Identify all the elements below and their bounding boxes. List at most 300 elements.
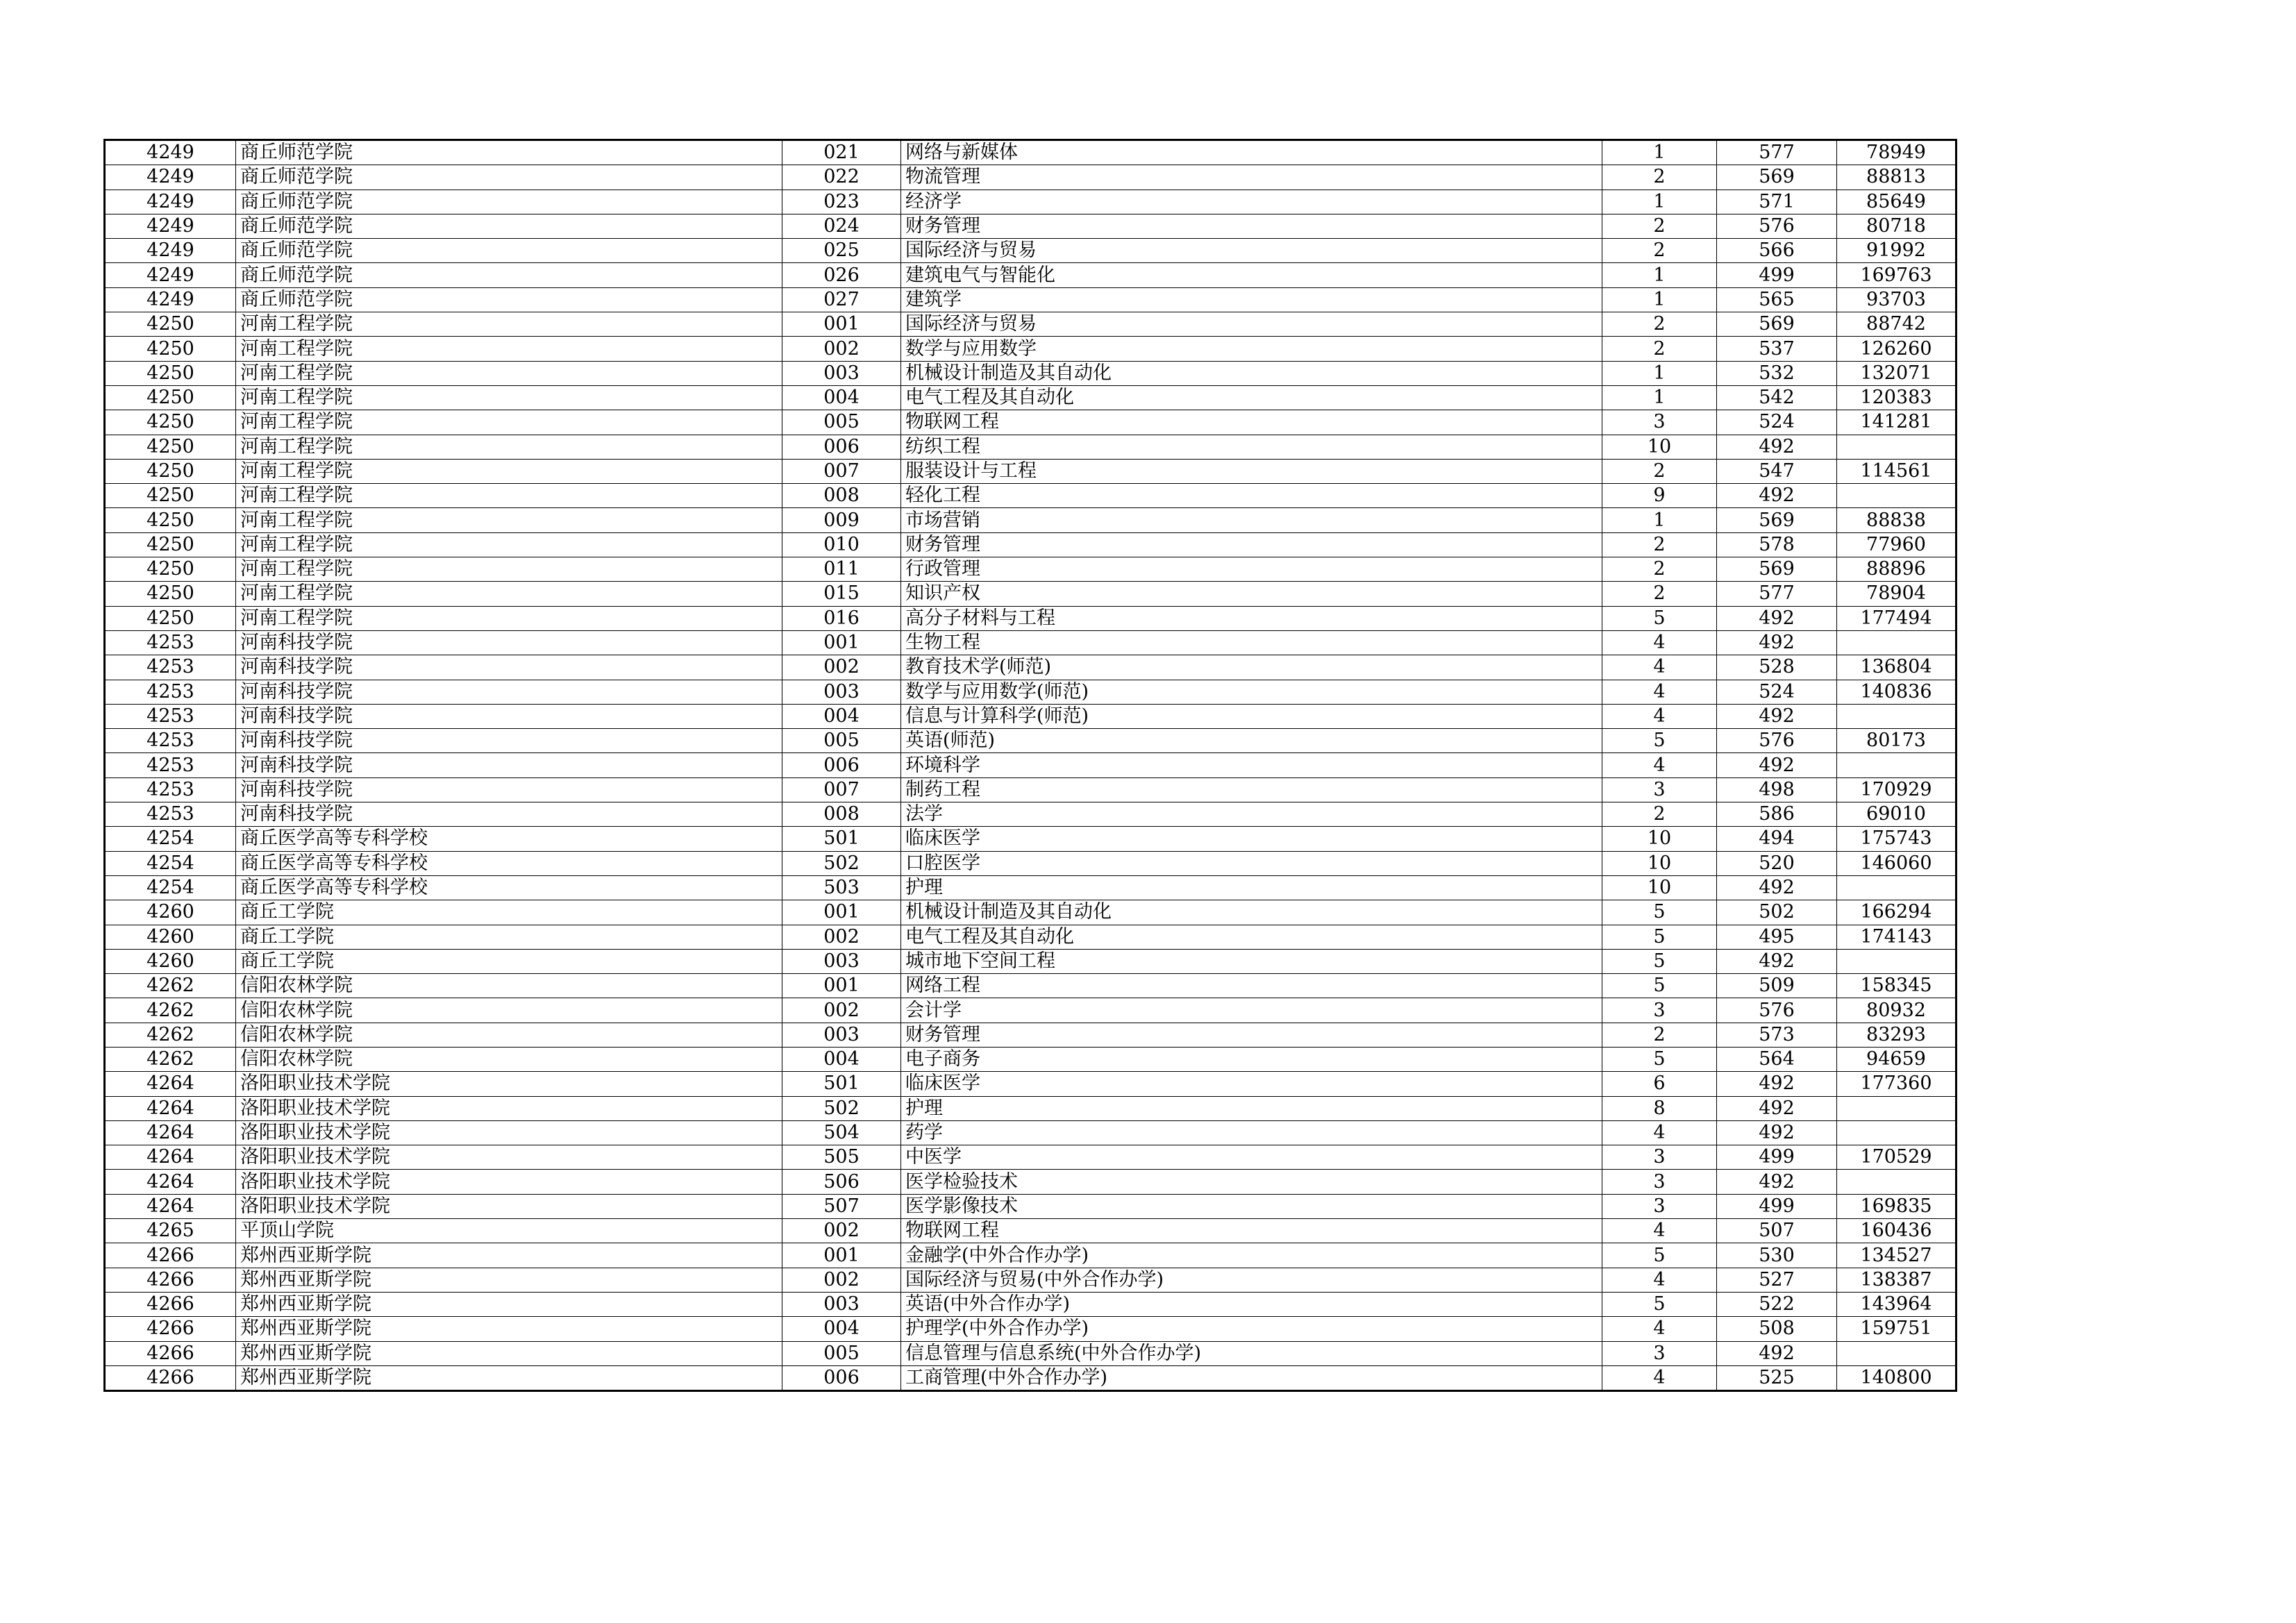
- school-name-cell: 河南工程学院: [236, 410, 782, 435]
- major-code-cell: 021: [782, 140, 901, 165]
- admission-table: [103, 139, 1957, 1392]
- rank-cell: [1837, 753, 1956, 777]
- major-name-cell: 中医学: [901, 1145, 1602, 1170]
- min-score-cell: 494: [1717, 827, 1837, 851]
- min-score-cell: 530: [1717, 1243, 1837, 1268]
- major-code-cell: 502: [782, 1096, 901, 1120]
- quota-cell: 8: [1602, 1096, 1717, 1120]
- rank-cell: [1837, 949, 1956, 973]
- major-code-cell: 022: [782, 165, 901, 190]
- major-name-cell: 医学影像技术: [901, 1194, 1602, 1218]
- quota-cell: 1: [1602, 140, 1717, 165]
- min-score-cell: 492: [1717, 875, 1837, 900]
- rank-cell: 80173: [1837, 729, 1956, 753]
- quota-cell: 10: [1602, 435, 1717, 459]
- major-code-cell: 002: [782, 337, 901, 361]
- major-name-cell: 会计学: [901, 998, 1602, 1023]
- school-name-cell: 信阳农林学院: [236, 1047, 782, 1071]
- school-name-cell: 河南科技学院: [236, 630, 782, 655]
- major-name-cell: 财务管理: [901, 1023, 1602, 1047]
- rank-cell: 170529: [1837, 1145, 1956, 1170]
- school-code-cell: 4264: [105, 1194, 236, 1218]
- min-score-cell: 532: [1717, 361, 1837, 385]
- quota-cell: 5: [1602, 974, 1717, 998]
- table-row: [105, 385, 1956, 410]
- school-name-cell: 河南工程学院: [236, 312, 782, 337]
- min-score-cell: 499: [1717, 1145, 1837, 1170]
- rank-cell: 83293: [1837, 1023, 1956, 1047]
- school-code-cell: 4254: [105, 851, 236, 875]
- major-code-cell: 016: [782, 606, 901, 630]
- table-row: [105, 630, 1956, 655]
- quota-cell: 4: [1602, 655, 1717, 680]
- school-name-cell: 商丘医学高等专科学校: [236, 851, 782, 875]
- min-score-cell: 576: [1717, 214, 1837, 238]
- table-row: [105, 802, 1956, 827]
- table-row: [105, 900, 1956, 925]
- table-row: [105, 875, 1956, 900]
- rank-cell: [1837, 1341, 1956, 1365]
- table-row: [105, 312, 1956, 337]
- rank-cell: 93703: [1837, 287, 1956, 312]
- school-code-cell: 4253: [105, 777, 236, 802]
- school-name-cell: 郑州西亚斯学院: [236, 1317, 782, 1341]
- table-row: [105, 410, 1956, 435]
- major-name-cell: 网络与新媒体: [901, 140, 1602, 165]
- major-name-cell: 服装设计与工程: [901, 459, 1602, 483]
- major-name-cell: 药学: [901, 1120, 1602, 1145]
- min-score-cell: 564: [1717, 1047, 1837, 1071]
- table-row: [105, 1219, 1956, 1243]
- quota-cell: 2: [1602, 165, 1717, 190]
- school-code-cell: 4265: [105, 1219, 236, 1243]
- quota-cell: 2: [1602, 802, 1717, 827]
- major-name-cell: 纺织工程: [901, 435, 1602, 459]
- school-name-cell: 河南工程学院: [236, 606, 782, 630]
- school-code-cell: 4262: [105, 1047, 236, 1071]
- quota-cell: 9: [1602, 484, 1717, 508]
- major-name-cell: 工商管理(中外合作办学): [901, 1365, 1602, 1390]
- school-name-cell: 信阳农林学院: [236, 1023, 782, 1047]
- quota-cell: 5: [1602, 949, 1717, 973]
- quota-cell: 5: [1602, 1047, 1717, 1071]
- major-name-cell: 网络工程: [901, 974, 1602, 998]
- major-code-cell: 009: [782, 508, 901, 532]
- rank-cell: 158345: [1837, 974, 1956, 998]
- table-row: [105, 1096, 1956, 1120]
- major-code-cell: 003: [782, 1292, 901, 1316]
- school-code-cell: 4254: [105, 827, 236, 851]
- min-score-cell: 522: [1717, 1292, 1837, 1316]
- major-name-cell: 财务管理: [901, 532, 1602, 557]
- rank-cell: 69010: [1837, 802, 1956, 827]
- quota-cell: 1: [1602, 263, 1717, 287]
- major-name-cell: 财务管理: [901, 214, 1602, 238]
- table-row: [105, 1047, 1956, 1071]
- rank-cell: 88742: [1837, 312, 1956, 337]
- table-row: [105, 263, 1956, 287]
- major-code-cell: 004: [782, 1317, 901, 1341]
- quota-cell: 5: [1602, 1292, 1717, 1316]
- major-code-cell: 003: [782, 949, 901, 973]
- major-name-cell: 临床医学: [901, 827, 1602, 851]
- rank-cell: 88813: [1837, 165, 1956, 190]
- school-code-cell: 4250: [105, 385, 236, 410]
- rank-cell: 174143: [1837, 925, 1956, 949]
- quota-cell: 2: [1602, 532, 1717, 557]
- table-row: [105, 753, 1956, 777]
- table-row: [105, 1023, 1956, 1047]
- quota-cell: 4: [1602, 1365, 1717, 1390]
- school-name-cell: 河南工程学院: [236, 361, 782, 385]
- quota-cell: 10: [1602, 827, 1717, 851]
- table-row: [105, 459, 1956, 483]
- min-score-cell: 547: [1717, 459, 1837, 483]
- school-code-cell: 4250: [105, 312, 236, 337]
- school-code-cell: 4250: [105, 435, 236, 459]
- quota-cell: 4: [1602, 704, 1717, 728]
- quota-cell: 5: [1602, 606, 1717, 630]
- school-name-cell: 洛阳职业技术学院: [236, 1120, 782, 1145]
- school-name-cell: 商丘师范学院: [236, 165, 782, 190]
- school-code-cell: 4266: [105, 1292, 236, 1316]
- rank-cell: [1837, 435, 1956, 459]
- rank-cell: 134527: [1837, 1243, 1956, 1268]
- rank-cell: 177360: [1837, 1072, 1956, 1096]
- major-code-cell: 006: [782, 1365, 901, 1390]
- school-name-cell: 郑州西亚斯学院: [236, 1341, 782, 1365]
- table-row: [105, 190, 1956, 214]
- school-code-cell: 4264: [105, 1170, 236, 1194]
- school-name-cell: 郑州西亚斯学院: [236, 1268, 782, 1292]
- rank-cell: 78949: [1837, 140, 1956, 165]
- table-row: [105, 1194, 1956, 1218]
- table-row: [105, 484, 1956, 508]
- rank-cell: 138387: [1837, 1268, 1956, 1292]
- school-name-cell: 郑州西亚斯学院: [236, 1243, 782, 1268]
- rank-cell: [1837, 630, 1956, 655]
- major-name-cell: 护理学(中外合作办学): [901, 1317, 1602, 1341]
- major-name-cell: 英语(师范): [901, 729, 1602, 753]
- major-code-cell: 004: [782, 704, 901, 728]
- school-code-cell: 4264: [105, 1096, 236, 1120]
- major-code-cell: 005: [782, 410, 901, 435]
- major-code-cell: 001: [782, 974, 901, 998]
- table-row: [105, 1292, 1956, 1316]
- major-code-cell: 506: [782, 1170, 901, 1194]
- school-code-cell: 4266: [105, 1268, 236, 1292]
- major-name-cell: 生物工程: [901, 630, 1602, 655]
- school-code-cell: 4249: [105, 140, 236, 165]
- school-name-cell: 河南工程学院: [236, 459, 782, 483]
- major-code-cell: 003: [782, 680, 901, 704]
- table-row: [105, 557, 1956, 582]
- min-score-cell: 569: [1717, 165, 1837, 190]
- school-name-cell: 洛阳职业技术学院: [236, 1072, 782, 1096]
- quota-cell: 3: [1602, 1194, 1717, 1218]
- major-code-cell: 504: [782, 1120, 901, 1145]
- min-score-cell: 492: [1717, 704, 1837, 728]
- school-code-cell: 4249: [105, 263, 236, 287]
- school-code-cell: 4253: [105, 630, 236, 655]
- school-code-cell: 4250: [105, 582, 236, 606]
- table-row: [105, 1243, 1956, 1268]
- quota-cell: 4: [1602, 1219, 1717, 1243]
- quota-cell: 5: [1602, 1243, 1717, 1268]
- major-code-cell: 001: [782, 1243, 901, 1268]
- school-code-cell: 4249: [105, 239, 236, 263]
- table-row: [105, 655, 1956, 680]
- quota-cell: 2: [1602, 239, 1717, 263]
- school-code-cell: 4253: [105, 729, 236, 753]
- major-code-cell: 005: [782, 729, 901, 753]
- school-name-cell: 河南工程学院: [236, 435, 782, 459]
- major-name-cell: 教育技术学(师范): [901, 655, 1602, 680]
- school-name-cell: 商丘师范学院: [236, 263, 782, 287]
- min-score-cell: 492: [1717, 484, 1837, 508]
- rank-cell: [1837, 484, 1956, 508]
- rank-cell: 140800: [1837, 1365, 1956, 1390]
- school-code-cell: 4249: [105, 214, 236, 238]
- min-score-cell: 492: [1717, 1096, 1837, 1120]
- school-name-cell: 河南科技学院: [236, 680, 782, 704]
- quota-cell: 6: [1602, 1072, 1717, 1096]
- major-code-cell: 001: [782, 900, 901, 925]
- major-code-cell: 503: [782, 875, 901, 900]
- major-name-cell: 行政管理: [901, 557, 1602, 582]
- major-code-cell: 003: [782, 1023, 901, 1047]
- school-name-cell: 河南工程学院: [236, 385, 782, 410]
- school-name-cell: 郑州西亚斯学院: [236, 1365, 782, 1390]
- rank-cell: 175743: [1837, 827, 1956, 851]
- min-score-cell: 499: [1717, 263, 1837, 287]
- school-name-cell: 洛阳职业技术学院: [236, 1170, 782, 1194]
- table-row: [105, 729, 1956, 753]
- quota-cell: 3: [1602, 410, 1717, 435]
- table-row: [105, 140, 1956, 165]
- table-row: [105, 1170, 1956, 1194]
- school-code-cell: 4253: [105, 704, 236, 728]
- school-name-cell: 河南科技学院: [236, 655, 782, 680]
- major-name-cell: 轻化工程: [901, 484, 1602, 508]
- min-score-cell: 569: [1717, 312, 1837, 337]
- major-name-cell: 建筑学: [901, 287, 1602, 312]
- rank-cell: 169763: [1837, 263, 1956, 287]
- table-row: [105, 1268, 1956, 1292]
- major-code-cell: 006: [782, 753, 901, 777]
- major-code-cell: 005: [782, 1341, 901, 1365]
- school-name-cell: 商丘师范学院: [236, 287, 782, 312]
- rank-cell: 136804: [1837, 655, 1956, 680]
- school-code-cell: 4253: [105, 680, 236, 704]
- major-code-cell: 001: [782, 630, 901, 655]
- school-code-cell: 4266: [105, 1243, 236, 1268]
- school-code-cell: 4253: [105, 802, 236, 827]
- school-code-cell: 4266: [105, 1317, 236, 1341]
- major-code-cell: 007: [782, 459, 901, 483]
- table-row: [105, 998, 1956, 1023]
- school-name-cell: 信阳农林学院: [236, 974, 782, 998]
- major-name-cell: 知识产权: [901, 582, 1602, 606]
- min-score-cell: 573: [1717, 1023, 1837, 1047]
- major-code-cell: 002: [782, 655, 901, 680]
- major-code-cell: 027: [782, 287, 901, 312]
- table-row: [105, 1072, 1956, 1096]
- school-code-cell: 4264: [105, 1145, 236, 1170]
- min-score-cell: 537: [1717, 337, 1837, 361]
- min-score-cell: 569: [1717, 557, 1837, 582]
- min-score-cell: 569: [1717, 508, 1837, 532]
- school-code-cell: 4260: [105, 925, 236, 949]
- table-row: [105, 214, 1956, 238]
- table-row: [105, 974, 1956, 998]
- major-name-cell: 信息与计算科学(师范): [901, 704, 1602, 728]
- major-name-cell: 临床医学: [901, 1072, 1602, 1096]
- major-code-cell: 015: [782, 582, 901, 606]
- school-code-cell: 4262: [105, 998, 236, 1023]
- rank-cell: 78904: [1837, 582, 1956, 606]
- school-code-cell: 4262: [105, 1023, 236, 1047]
- major-code-cell: 023: [782, 190, 901, 214]
- table-row: [105, 606, 1956, 630]
- rank-cell: 91992: [1837, 239, 1956, 263]
- school-name-cell: 河南工程学院: [236, 508, 782, 532]
- school-name-cell: 平顶山学院: [236, 1219, 782, 1243]
- school-name-cell: 商丘医学高等专科学校: [236, 827, 782, 851]
- school-name-cell: 河南工程学院: [236, 337, 782, 361]
- major-code-cell: 004: [782, 385, 901, 410]
- school-code-cell: 4253: [105, 753, 236, 777]
- major-name-cell: 国际经济与贸易(中外合作办学): [901, 1268, 1602, 1292]
- rank-cell: 159751: [1837, 1317, 1956, 1341]
- min-score-cell: 508: [1717, 1317, 1837, 1341]
- rank-cell: 169835: [1837, 1194, 1956, 1218]
- major-code-cell: 502: [782, 851, 901, 875]
- quota-cell: 2: [1602, 459, 1717, 483]
- min-score-cell: 542: [1717, 385, 1837, 410]
- rank-cell: 132071: [1837, 361, 1956, 385]
- rank-cell: 114561: [1837, 459, 1956, 483]
- table-row: [105, 1145, 1956, 1170]
- min-score-cell: 524: [1717, 410, 1837, 435]
- table-row: [105, 1120, 1956, 1145]
- table-row: [105, 508, 1956, 532]
- school-name-cell: 河南科技学院: [236, 729, 782, 753]
- school-name-cell: 洛阳职业技术学院: [236, 1096, 782, 1120]
- major-name-cell: 制药工程: [901, 777, 1602, 802]
- school-code-cell: 4254: [105, 875, 236, 900]
- major-code-cell: 010: [782, 532, 901, 557]
- major-code-cell: 003: [782, 361, 901, 385]
- school-code-cell: 4250: [105, 410, 236, 435]
- school-name-cell: 河南科技学院: [236, 802, 782, 827]
- major-name-cell: 经济学: [901, 190, 1602, 214]
- school-code-cell: 4260: [105, 900, 236, 925]
- rank-cell: 94659: [1837, 1047, 1956, 1071]
- quota-cell: 4: [1602, 630, 1717, 655]
- quota-cell: 3: [1602, 1170, 1717, 1194]
- table-row: [105, 532, 1956, 557]
- school-name-cell: 商丘医学高等专科学校: [236, 875, 782, 900]
- table-row: [105, 949, 1956, 973]
- major-name-cell: 数学与应用数学(师范): [901, 680, 1602, 704]
- min-score-cell: 498: [1717, 777, 1837, 802]
- major-code-cell: 002: [782, 925, 901, 949]
- quota-cell: 2: [1602, 557, 1717, 582]
- major-code-cell: 002: [782, 1268, 901, 1292]
- school-code-cell: 4264: [105, 1072, 236, 1096]
- quota-cell: 3: [1602, 1341, 1717, 1365]
- min-score-cell: 577: [1717, 140, 1837, 165]
- major-name-cell: 口腔医学: [901, 851, 1602, 875]
- major-name-cell: 物联网工程: [901, 1219, 1602, 1243]
- school-name-cell: 洛阳职业技术学院: [236, 1194, 782, 1218]
- min-score-cell: 524: [1717, 680, 1837, 704]
- table-row: [105, 1317, 1956, 1341]
- major-name-cell: 电子商务: [901, 1047, 1602, 1071]
- rank-cell: 143964: [1837, 1292, 1956, 1316]
- major-code-cell: 025: [782, 239, 901, 263]
- major-name-cell: 金融学(中外合作办学): [901, 1243, 1602, 1268]
- school-code-cell: 4264: [105, 1120, 236, 1145]
- school-code-cell: 4260: [105, 949, 236, 973]
- major-name-cell: 国际经济与贸易: [901, 239, 1602, 263]
- table-row: [105, 925, 1956, 949]
- rank-cell: 80718: [1837, 214, 1956, 238]
- school-name-cell: 信阳农林学院: [236, 998, 782, 1023]
- quota-cell: 4: [1602, 1120, 1717, 1145]
- major-code-cell: 011: [782, 557, 901, 582]
- min-score-cell: 525: [1717, 1365, 1837, 1390]
- major-name-cell: 英语(中外合作办学): [901, 1292, 1602, 1316]
- major-name-cell: 机械设计制造及其自动化: [901, 361, 1602, 385]
- major-name-cell: 信息管理与信息系统(中外合作办学): [901, 1341, 1602, 1365]
- rank-cell: 88896: [1837, 557, 1956, 582]
- quota-cell: 2: [1602, 1023, 1717, 1047]
- school-name-cell: 商丘工学院: [236, 900, 782, 925]
- quota-cell: 4: [1602, 680, 1717, 704]
- major-code-cell: 002: [782, 998, 901, 1023]
- quota-cell: 5: [1602, 729, 1717, 753]
- min-score-cell: 492: [1717, 1120, 1837, 1145]
- min-score-cell: 499: [1717, 1194, 1837, 1218]
- school-name-cell: 河南科技学院: [236, 777, 782, 802]
- rank-cell: 177494: [1837, 606, 1956, 630]
- school-code-cell: 4250: [105, 361, 236, 385]
- school-name-cell: 商丘师范学院: [236, 239, 782, 263]
- major-code-cell: 501: [782, 827, 901, 851]
- table-row: [105, 337, 1956, 361]
- quota-cell: 1: [1602, 385, 1717, 410]
- school-name-cell: 河南工程学院: [236, 557, 782, 582]
- table-body: [105, 140, 1956, 1391]
- min-score-cell: 495: [1717, 925, 1837, 949]
- school-code-cell: 4250: [105, 508, 236, 532]
- min-score-cell: 492: [1717, 606, 1837, 630]
- quota-cell: 5: [1602, 925, 1717, 949]
- school-name-cell: 河南工程学院: [236, 532, 782, 557]
- school-name-cell: 河南工程学院: [236, 582, 782, 606]
- major-code-cell: 026: [782, 263, 901, 287]
- major-name-cell: 国际经济与贸易: [901, 312, 1602, 337]
- school-code-cell: 4249: [105, 190, 236, 214]
- quota-cell: 10: [1602, 875, 1717, 900]
- major-name-cell: 医学检验技术: [901, 1170, 1602, 1194]
- school-code-cell: 4250: [105, 532, 236, 557]
- min-score-cell: 492: [1717, 1341, 1837, 1365]
- school-name-cell: 商丘师范学院: [236, 140, 782, 165]
- quota-cell: 1: [1602, 287, 1717, 312]
